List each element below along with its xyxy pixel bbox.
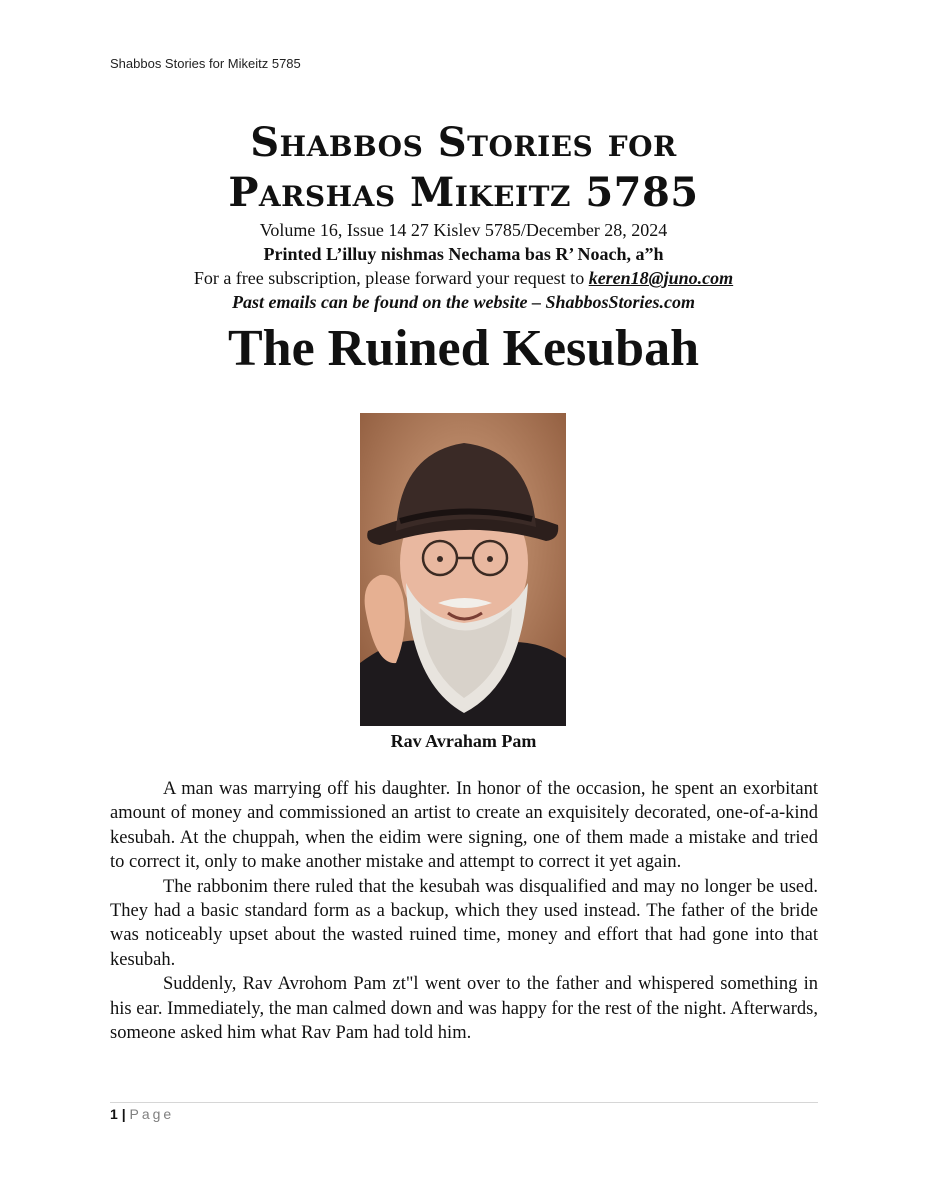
- story-body: [110, 777, 818, 1045]
- story-paragraph: A man was marrying off his daughter. In honor of the occasion, he spent an exorbitant amount of money and commissioned an artist to create an exquisitely decorated, one-of-a-kind kesubah. At the chuppah, when the eidim were signing, one of them made a mistake and tried to correct it, only to make another mistake and attempt to correct it yet again.: [110, 779, 818, 873]
- story-title: The Ruined Kesubah: [227, 320, 700, 377]
- subscription-line: [0, 266, 927, 290]
- issue-line: Volume 16, Issue 14 27 Kislev 5785/December 28, 2024: [259, 220, 668, 240]
- running-header: Shabbos Stories for Mikeitz 5785: [110, 56, 301, 71]
- footer-divider: [110, 1102, 818, 1103]
- dedication-line: Printed L’illuy nishmas Nechama bas R’ Noach, a”h: [263, 244, 664, 264]
- portrait-photo: [360, 413, 566, 726]
- footer-separator: |: [121, 1106, 126, 1122]
- photo-caption: Rav Avraham Pam: [390, 731, 537, 751]
- newsletter-title-line-1: Shabbos Stories for: [250, 119, 677, 166]
- story-paragraph: Suddenly, Rav Avrohom Pam zt"l went over to the father and whispered something in his ear. Immediately, the man calmed down and was happy for the rest of the night. Afterwards, someone asked him what Rav Pam had told him.: [110, 974, 818, 1044]
- page-footer: [110, 1106, 174, 1122]
- archive-line: Past emails can be found on the website – ShabbosStories.com: [231, 292, 696, 312]
- newsletter-title-line-2: Parshas Mikeitz 5785: [228, 169, 699, 216]
- page-label: Page: [129, 1106, 175, 1122]
- portrait-illustration: [360, 413, 566, 726]
- subscription-text: For a free subscription, please forward your request to: [193, 268, 589, 288]
- masthead: [0, 118, 927, 380]
- story-paragraph: The rabbonim there ruled that the kesubah was disqualified and may no longer be used. They had a basic standard form as a backup, which they used instead. The father of the bride was noticeably upset about the wasted ruined time, money and effort that had gone into that kesubah.: [110, 876, 818, 970]
- subscription-email-link[interactable]: keren18@juno.com: [588, 268, 734, 288]
- page-number: 1: [110, 1106, 118, 1122]
